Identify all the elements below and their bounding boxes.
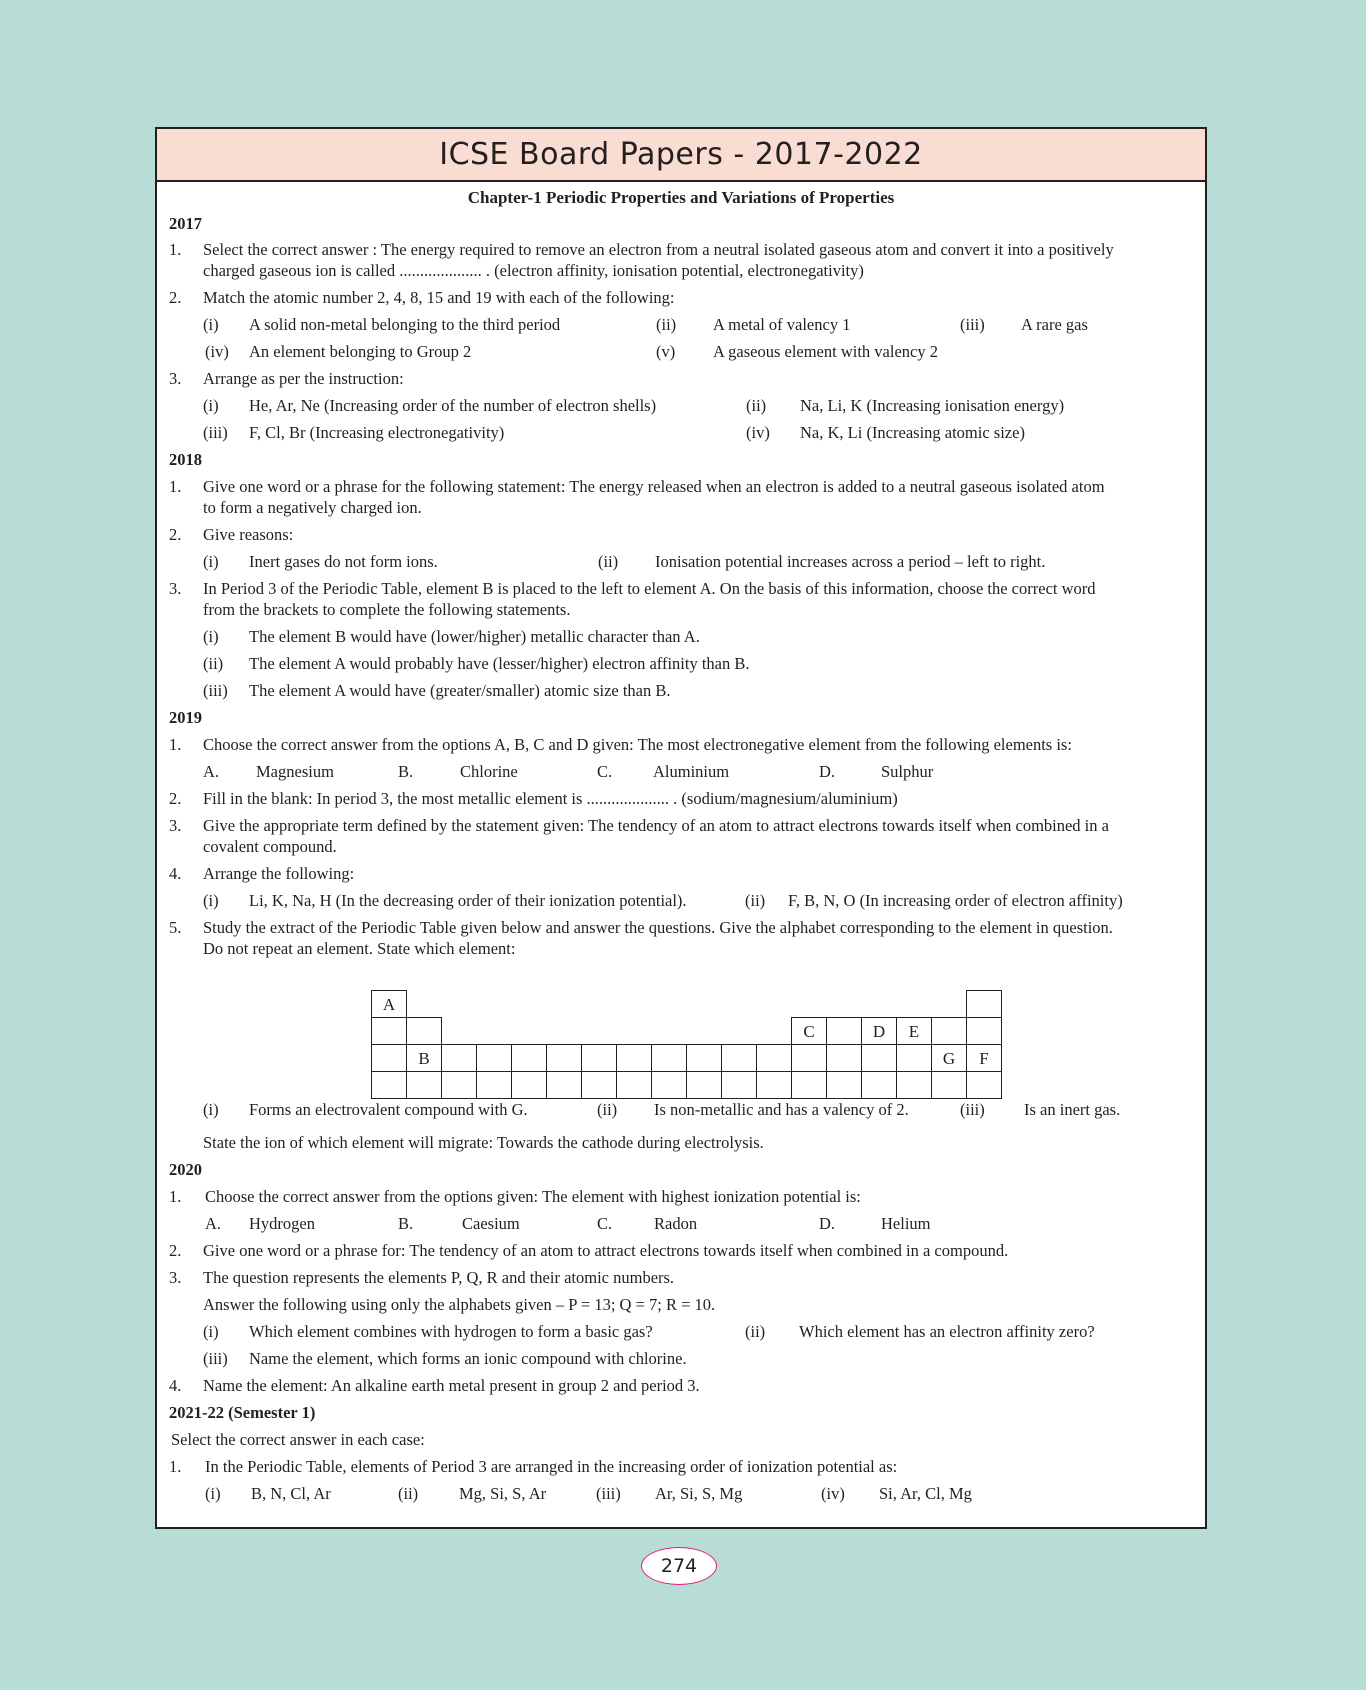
- year-heading: 2020: [169, 1160, 202, 1179]
- question-text: Li, K, Na, H (In the decreasing order of their ionization potential).: [249, 891, 687, 910]
- year-heading: 2021-22 (Semester 1): [169, 1403, 316, 1422]
- question-text: (iii): [596, 1484, 621, 1503]
- question-text: 1.: [169, 477, 182, 496]
- question-text: Caesium: [462, 1214, 520, 1233]
- question-text: An element belonging to Group 2: [249, 342, 472, 361]
- question-text: Hydrogen: [249, 1214, 315, 1233]
- question-text: 2.: [169, 525, 182, 544]
- question-text: from the brackets to complete the following statements.: [203, 600, 571, 619]
- question-text: Select the correct answer : The energy required to remove an electron from a neutral isolated gaseous atom and convert it into a positively: [203, 240, 1114, 259]
- element-cell: [581, 1044, 617, 1072]
- page-frame: [155, 127, 1207, 1529]
- question-text: Give the appropriate term defined by the statement given: The tendency of an atom to attract electrons towards itself when combined in a: [203, 816, 1109, 835]
- element-cell: [546, 1044, 582, 1072]
- question-text: Give one word or a phrase for: The tendency of an atom to attract electrons towards itself when combined in a compound.: [203, 1241, 1009, 1260]
- question-text: The question represents the elements P, Q, R and their atomic numbers.: [203, 1268, 675, 1287]
- question-text: He, Ar, Ne (Increasing order of the number of electron shells): [249, 396, 657, 415]
- element-cell: [546, 1071, 582, 1099]
- question-text: (i): [203, 552, 219, 571]
- element-cell: [651, 1044, 687, 1072]
- question-text: Is an inert gas.: [1024, 1100, 1121, 1119]
- question-text: The element A would have (greater/smaller) atomic size than B.: [249, 681, 671, 700]
- question-text: charged gaseous ion is called .................... . (electron affinity, ionisation potential, electronegativity): [203, 261, 864, 280]
- element-cell-b: B: [406, 1044, 442, 1072]
- question-text: (iii): [203, 681, 228, 700]
- page-number: 274: [641, 1547, 717, 1585]
- element-cell: [721, 1071, 757, 1099]
- element-cell: [476, 1044, 512, 1072]
- question-text: Choose the correct answer from the options given: The element with highest ionization potential is:: [205, 1187, 861, 1206]
- element-cell: [756, 1044, 792, 1072]
- element-cell: [826, 1071, 862, 1099]
- element-cell: [686, 1071, 722, 1099]
- element-cell: [511, 1044, 547, 1072]
- question-text: Na, K, Li (Increasing atomic size): [800, 423, 1025, 442]
- chapter-title: Chapter-1 Periodic Properties and Variations of Properties: [467, 188, 895, 207]
- question-text: (i): [203, 627, 219, 646]
- element-cell: [721, 1044, 757, 1072]
- question-text: (iii): [960, 315, 985, 334]
- element-cell-f: F: [966, 1044, 1002, 1072]
- year-heading: 2018: [169, 450, 202, 469]
- question-text: 1.: [169, 240, 182, 259]
- question-text: C.: [597, 762, 613, 781]
- question-text: Helium: [881, 1214, 931, 1233]
- question-text: covalent compound.: [203, 837, 337, 856]
- element-cell: [791, 1071, 827, 1099]
- question-text: (ii): [745, 1322, 766, 1341]
- question-text: F, Cl, Br (Increasing electronegativity): [249, 423, 505, 442]
- question-text: 3.: [169, 369, 182, 388]
- question-text: Mg, Si, S, Ar: [459, 1484, 547, 1503]
- question-text: (i): [203, 1322, 219, 1341]
- question-text: 1.: [169, 1457, 182, 1476]
- element-cell: [896, 1044, 932, 1072]
- element-cell: [581, 1071, 617, 1099]
- element-cell: [861, 1071, 897, 1099]
- element-cell: [406, 1017, 442, 1045]
- question-text: Is non-metallic and has a valency of 2.: [654, 1100, 909, 1119]
- question-text: Magnesium: [256, 762, 334, 781]
- question-text: (ii): [598, 552, 619, 571]
- question-text: Choose the correct answer from the options A, B, C and D given: The most electronegative element from the following elements is:: [203, 735, 1072, 754]
- question-text: D.: [819, 1214, 836, 1233]
- question-text: D.: [819, 762, 836, 781]
- question-text: Inert gases do not form ions.: [249, 552, 438, 571]
- element-cell: [511, 1071, 547, 1099]
- question-text: Which element has an electron affinity zero?: [799, 1322, 1095, 1341]
- question-text: Name the element, which forms an ionic compound with chlorine.: [249, 1349, 687, 1368]
- question-text: In the Periodic Table, elements of Period 3 are arranged in the increasing order of ionization potential as:: [205, 1457, 898, 1476]
- element-cell: [931, 1017, 967, 1045]
- question-text: A rare gas: [1021, 315, 1088, 334]
- question-text: A solid non-metal belonging to the third period: [249, 315, 561, 334]
- question-text: 2.: [169, 1241, 182, 1260]
- element-cell: [371, 1017, 407, 1045]
- element-cell: [441, 1044, 477, 1072]
- question-text: (i): [203, 315, 219, 334]
- question-text: 5.: [169, 918, 182, 937]
- element-cell: [791, 1044, 827, 1072]
- element-cell: [441, 1071, 477, 1099]
- question-text: A.: [203, 762, 220, 781]
- question-text: (i): [205, 1484, 221, 1503]
- question-text: (ii): [745, 891, 766, 910]
- question-text: (ii): [398, 1484, 419, 1503]
- question-text: (iii): [960, 1100, 985, 1119]
- element-cell-c: C: [791, 1017, 827, 1045]
- question-text: Name the element: An alkaline earth metal present in group 2 and period 3.: [203, 1376, 700, 1395]
- question-text: (iv): [821, 1484, 845, 1503]
- question-text: F, B, N, O (In increasing order of electron affinity): [788, 891, 1123, 910]
- question-text: In Period 3 of the Periodic Table, element B is placed to the left to element A. On the basis of this information, choose the correct word: [203, 579, 1096, 598]
- question-text: Select the correct answer in each case:: [171, 1430, 425, 1449]
- question-text: Do not repeat an element. State which element:: [203, 939, 516, 958]
- element-cell-a: A: [371, 990, 407, 1018]
- question-text: (i): [203, 1100, 219, 1119]
- question-text: Ar, Si, S, Mg: [655, 1484, 743, 1503]
- element-cell: [651, 1071, 687, 1099]
- question-text: 3.: [169, 1268, 182, 1287]
- year-heading: 2019: [169, 708, 202, 727]
- question-text: Which element combines with hydrogen to form a basic gas?: [249, 1322, 653, 1341]
- question-text: 4.: [169, 864, 182, 883]
- question-text: Chlorine: [460, 762, 518, 781]
- question-text: Match the atomic number 2, 4, 8, 15 and 19 with each of the following:: [203, 288, 675, 307]
- element-cell: [406, 1071, 442, 1099]
- element-cell: [616, 1044, 652, 1072]
- element-cell: [826, 1017, 862, 1045]
- element-cell-d: D: [861, 1017, 897, 1045]
- question-text: Aluminium: [653, 762, 730, 781]
- question-text: to form a negatively charged ion.: [203, 498, 422, 517]
- question-text: Si, Ar, Cl, Mg: [879, 1484, 972, 1503]
- element-cell: [616, 1071, 652, 1099]
- question-text: (iii): [203, 423, 228, 442]
- question-text: 1.: [169, 735, 182, 754]
- question-text: The element A would probably have (lesser/higher) electron affinity than B.: [249, 654, 750, 673]
- question-text: (iv): [205, 342, 229, 361]
- question-text: Arrange the following:: [203, 864, 355, 883]
- question-text: (i): [203, 396, 219, 415]
- question-text: (i): [203, 891, 219, 910]
- question-text: (ii): [746, 396, 767, 415]
- question-text: B.: [398, 1214, 414, 1233]
- question-text: 3.: [169, 816, 182, 835]
- question-text: A gaseous element with valency 2: [713, 342, 938, 361]
- question-text: (ii): [597, 1100, 618, 1119]
- question-text: C.: [597, 1214, 613, 1233]
- question-text: Ionisation potential increases across a period – left to right.: [655, 552, 1046, 571]
- question-text: (v): [656, 342, 676, 361]
- question-text: Radon: [654, 1214, 698, 1233]
- element-cell: [966, 1071, 1002, 1099]
- element-cell: [896, 1071, 932, 1099]
- question-text: 4.: [169, 1376, 182, 1395]
- question-text: Forms an electrovalent compound with G.: [249, 1100, 528, 1119]
- question-text: Na, Li, K (Increasing ionisation energy): [800, 396, 1065, 415]
- element-cell: [966, 1017, 1002, 1045]
- question-text: Sulphur: [881, 762, 934, 781]
- question-text: The element B would have (lower/higher) metallic character than A.: [249, 627, 700, 646]
- element-cell: [686, 1044, 722, 1072]
- question-text: (iv): [746, 423, 770, 442]
- question-text: 2.: [169, 288, 182, 307]
- element-cell-e: E: [896, 1017, 932, 1045]
- element-cell: [371, 1044, 407, 1072]
- element-cell: [826, 1044, 862, 1072]
- question-text: (ii): [203, 654, 224, 673]
- question-text: 3.: [169, 579, 182, 598]
- question-text: Arrange as per the instruction:: [203, 369, 404, 388]
- element-cell: [861, 1044, 897, 1072]
- question-text: (ii): [656, 315, 677, 334]
- question-text: B, N, Cl, Ar: [251, 1484, 331, 1503]
- question-text: Answer the following using only the alphabets given – P = 13; Q = 7; R = 10.: [203, 1295, 716, 1314]
- question-text: A.: [205, 1214, 222, 1233]
- question-text: B.: [398, 762, 414, 781]
- element-cell: [966, 990, 1002, 1018]
- element-cell: [931, 1071, 967, 1099]
- question-text: A metal of valency 1: [713, 315, 851, 334]
- question-text: 2.: [169, 789, 182, 808]
- question-text: State the ion of which element will migrate: Towards the cathode during electrolysis.: [203, 1133, 764, 1152]
- element-cell: [476, 1071, 512, 1099]
- banner-title: ICSE Board Papers - 2017-2022: [157, 129, 1205, 182]
- question-text: (iii): [203, 1349, 228, 1368]
- question-text: Give reasons:: [203, 525, 294, 544]
- question-text: Study the extract of the Periodic Table given below and answer the questions. Give the alphabet corresponding to the element in question.: [203, 918, 1113, 937]
- question-text: Give one word or a phrase for the following statement: The energy released when an electron is added to a neutral gaseous isolated atom: [203, 477, 1105, 496]
- element-cell: [371, 1071, 407, 1099]
- year-heading: 2017: [169, 214, 202, 233]
- question-text: Fill in the blank: In period 3, the most metallic element is .................... . (sodium/magnesium/aluminium): [203, 789, 898, 808]
- element-cell: [756, 1071, 792, 1099]
- element-cell-g: G: [931, 1044, 967, 1072]
- question-text: 1.: [169, 1187, 182, 1206]
